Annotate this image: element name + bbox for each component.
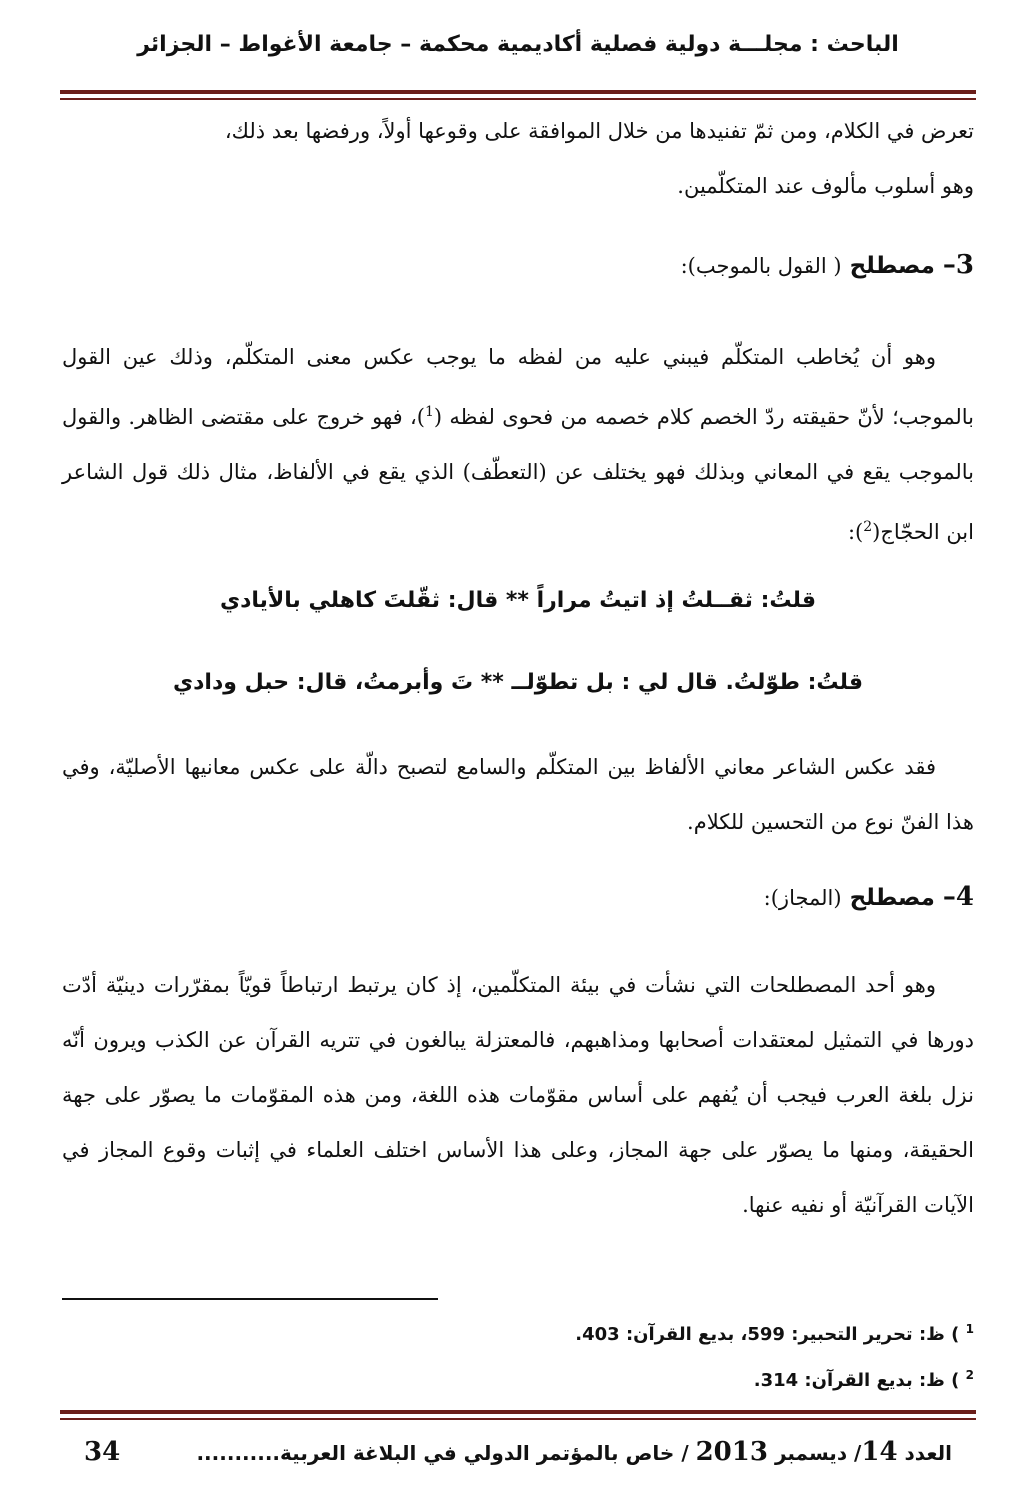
footer-rule-thick — [60, 1410, 976, 1414]
footnote-1-mark: 1 — [965, 1322, 974, 1336]
after-verses-paragraph: فقد عكس الشاعر معاني الألفاظ بين المتكلّم والسامع لتصبح دالّة على عكس معانيها الأصليّة، وفي هذا الفنّ نوع من التحسين للكلام. — [62, 755, 974, 834]
section-3-paragraph — [62, 330, 974, 560]
section-3-title: مصطلح — [849, 253, 935, 279]
header-rule-thin — [60, 98, 976, 100]
footer-issue-number: 14 — [861, 1437, 898, 1467]
section-3-text-c: ): — [847, 520, 864, 544]
footer-special-issue: خاص بالمؤتمر الدولي في البلاغة العربية........... — [196, 1441, 675, 1465]
section-4-paragraph: وهو أحد المصطلحات التي نشأت في بيئة المتكلّمين، إذ كان يرتبط ارتباطاً قويّاً بمقرّرات دينيّة أدّت دورها في التمثيل لمعتقدات أصحابها ومذاهبهم، فالمعتزلة يبالغون في تتريه القرآن عن الكذب ويرون أنّه نزل بلغة العرب فيجب أن يُفهم على أساس مقوّمات هذه اللغة، ومن هذه المقوّمات ما يصوّر على جهة الحقيقة، ومنها ما يصوّر على جهة المجاز، وعلى هذا الأساس اختلف العلماء في إثبات وقوع المجاز في الآيات القرآنيّة أو نفيه عنها. — [62, 973, 974, 1217]
section-4-number: 4– — [942, 882, 974, 912]
footnote-1-text: ) ظ: تحرير التحبير: 599، بديع القرآن: 403. — [575, 1324, 960, 1345]
footer-rule-thin — [60, 1418, 976, 1420]
section-3-heading — [681, 250, 974, 280]
section-3-number: 3– — [942, 250, 974, 280]
footnote-2-mark: 2 — [965, 1368, 974, 1382]
section-3-term: ( القول بالموجب): — [680, 254, 842, 278]
page-footer — [84, 1437, 952, 1467]
footnote-2-text: ) ظ: بديع القرآن: 314. — [753, 1370, 960, 1391]
verse-line-1: قلتُ: ثقــلتُ إذ اتيتُ مراراً ** قال: ثقّلتَ كاهلي بالأيادي — [219, 588, 817, 613]
footnote-separator — [62, 1298, 438, 1300]
footer-month: ديسمبر — [774, 1441, 848, 1465]
intro-paragraph — [62, 104, 974, 214]
footer-issue — [196, 1437, 952, 1467]
intro-line-1: تعرض في الكلام، ومن ثمّ تفنيدها من خلال الموافقة على وقوعها أولاً، ورفضها بعد ذلك، — [224, 119, 974, 143]
intro-line-2: وهو أسلوب مألوف عند المتكلّمين. — [677, 174, 974, 198]
section-3-text-b: )، فهو خروج على مقتضى الظاهر. والقول بالموجب يقع في المعاني وبذلك فهو يختلف عن (التعطّف) الذي يقع في الألفاظ، مثال ذلك قول الشاعر ابن الحجّاج( — [62, 405, 974, 544]
section-3-text-a: وهو أن يُخاطب المتكلّم فيبني عليه من لفظه ما يوجب عكس معنى المتكلّم، وذلك عين القول بالموجب؛ لأنّ حقيقته ردّ الخصم كلام خصمه من فحوى لفظه ( — [62, 345, 975, 429]
footnote-ref-1[interactable]: 1 — [424, 404, 434, 420]
running-header: الباحث : مجلـــة دولية فصلية أكاديمية محكمة – جامعة الأغواط – الجزائر — [137, 32, 899, 57]
section-4-heading — [764, 882, 974, 912]
footer-slash-1: / — [854, 1441, 862, 1465]
footer-issue-label: العدد — [904, 1441, 952, 1465]
section-4-title: مصطلح — [849, 885, 935, 911]
footer-year: 2013 — [695, 1437, 768, 1467]
header-rule-thick — [60, 90, 976, 94]
footnote-ref-2[interactable]: 2 — [863, 519, 873, 535]
section-4-term: (المجاز): — [763, 886, 842, 910]
verse-line-2: قلتُ: طوّلتُ. قال لي : بل تطوّلــ ** تَ وأبرمتُ، قال: حبل ودادي — [172, 670, 864, 695]
footnote-2 — [754, 1368, 974, 1391]
page-number: 34 — [84, 1437, 121, 1467]
footnote-1 — [575, 1322, 974, 1345]
footer-slash-2: / — [681, 1441, 689, 1465]
